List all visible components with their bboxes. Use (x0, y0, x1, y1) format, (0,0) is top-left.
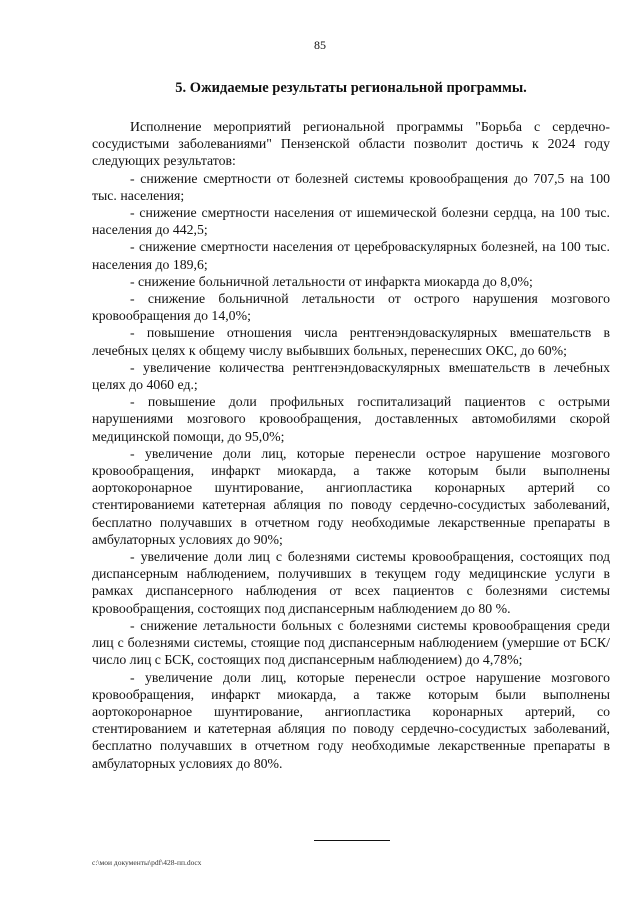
document-body (92, 118, 610, 772)
closing-rule (314, 840, 390, 841)
intro-paragraph: Исполнение мероприятий региональной программы "Борьба с сердечно-сосудистыми заболеваниями" Пензенской области позволит достичь к 2024 году следующих результатов: (92, 119, 610, 169)
result-item: - снижение смертности населения от цереброваскулярных болезней, на 100 тыс. населения до 189,6; (92, 239, 610, 272)
result-item: - снижение смертности от болезней системы кровообращения до 707,5 на 100 тыс. населения; (92, 170, 610, 203)
result-item: - увеличение доли лиц, которые перенесли острое нарушение мозгового кровообращения, инфаркт миокарда, а также которым были выполнены аортокоронарное шунтирование, ангиопластика коронарных артерий со стентированиеми катетерная абляция по поводу сердечно-сосудистых заболеваний, бесплатно получавших в отчетном году необходимые лекарственные препараты в амбулаторных условиях до 90%; (92, 445, 610, 547)
result-item: - снижение летальности больных с болезнями системы кровообращения среди лиц с болезнями системы, стоящие под диспансерным наблюдением (умершие от БСК/ число лиц с БСК, состоящих под диспансерным наблюдением) до 4,78%; (92, 617, 610, 668)
result-item: - повышение доли профильных госпитализаций пациентов с острыми нарушениями мозгового кровообращения, доставленных автомобилями скорой медицинской помощи, до 95,0%; (92, 394, 610, 444)
result-item: - увеличение доли лиц, которые перенесли острое нарушение мозгового кровообращения, инфаркт миокарда, а также которым были выполнены аортокоронарное шунтирование, ангиопластика коронарных артерий, со стентированием и катетерная абляция по поводу сердечно-сосудистых заболеваний, бесплатно получавших в отчетном году необходимые лекарственные препараты в амбулаторных условиях до 80%. (92, 669, 610, 771)
page-number: 85 (314, 38, 326, 52)
result-item: - повышение отношения числа рентгенэндоваскулярных вмешательств в лечебных целях к общему числу выбывших больных, перенесших ОКС, до 60%; (92, 325, 610, 358)
result-item: - снижение больничной летальности от острого нарушения мозгового кровообращения до 14,0%; (92, 291, 610, 324)
result-item: - увеличение количества рентгенэндоваскулярных вмешательств в лечебных целях до 4060 ед.; (92, 359, 610, 393)
result-item: - снижение смертности населения от ишемической болезни сердца, на 100 тыс. населения до 442,5; (92, 205, 610, 238)
result-item: - увеличение доли лиц с болезнями системы кровообращения, состоящих под диспансерным наблюдением, получивших в текущем году медицинские услуги в рамках диспансерного наблюдения от всех пациентов с болезнями системы кровообращения, состоящих под диспансерным наблюдением до 80 %. (92, 549, 610, 616)
footer-file-path: c:\мои документы\pdf\428-пп.docx (92, 858, 202, 867)
section-heading: 5. Ожидаемые результаты региональной программы. (175, 80, 527, 96)
result-item: - снижение больничной летальности от инфаркта миокарда до 8,0%; (130, 273, 533, 289)
